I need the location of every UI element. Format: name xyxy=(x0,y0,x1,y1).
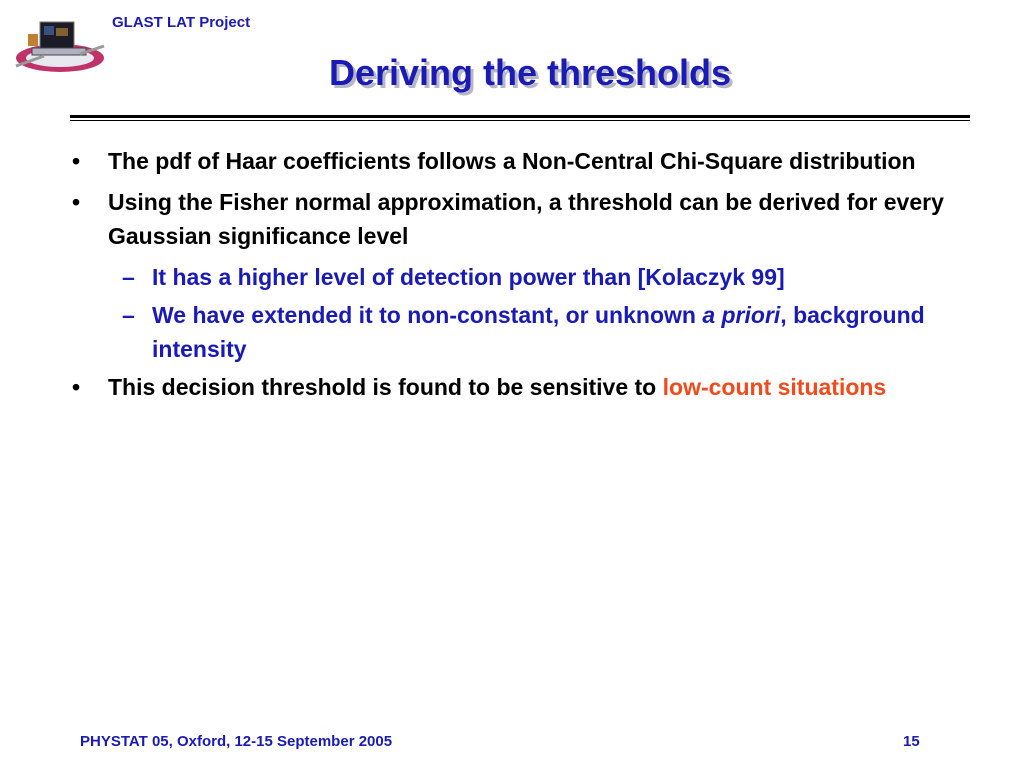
bullet-item xyxy=(72,185,972,253)
sub-bullet-item xyxy=(72,298,972,366)
bullet-text: Using the Fisher normal approximation, a threshold can be derived for every Gaussian significance level xyxy=(108,189,944,249)
title-rule-thin xyxy=(70,120,970,121)
bullet-list xyxy=(72,144,972,411)
bullet-marker: • xyxy=(72,374,81,400)
sub-bullet-text-before: We have extended it to non-constant, or unknown xyxy=(152,302,703,328)
sub-bullet-item xyxy=(72,260,972,294)
page-number: 15 xyxy=(903,733,920,750)
italic-term: a priori xyxy=(702,302,781,328)
bullet-marker: • xyxy=(72,148,81,174)
footer-conference: PHYSTAT 05, Oxford, 12-15 September 2005 xyxy=(80,733,393,750)
bullet-text: The pdf of Haar coefficients follows a Non-Central Chi-Square distribution xyxy=(108,148,916,174)
project-name: GLAST LAT Project xyxy=(112,14,251,31)
bullet-text-plain: This decision threshold is found to be sensitive to xyxy=(108,374,663,400)
bullet-marker: • xyxy=(72,189,81,215)
slide-title: Deriving the thresholds xyxy=(328,52,732,93)
bullet-item xyxy=(72,144,972,178)
sub-bullet-marker: – xyxy=(122,264,135,290)
title-rule-thick xyxy=(70,115,970,118)
sub-bullet-text xyxy=(152,302,925,362)
bullet-item xyxy=(72,370,972,404)
bullet-text xyxy=(108,374,886,400)
sub-bullet-text-after: , background intensity xyxy=(152,302,925,362)
sub-bullet-text: It has a higher level of detection power than [Kolaczyk 99] xyxy=(152,264,785,290)
sub-bullet-marker: – xyxy=(122,302,135,328)
highlight-text: low-count situations xyxy=(662,374,887,400)
